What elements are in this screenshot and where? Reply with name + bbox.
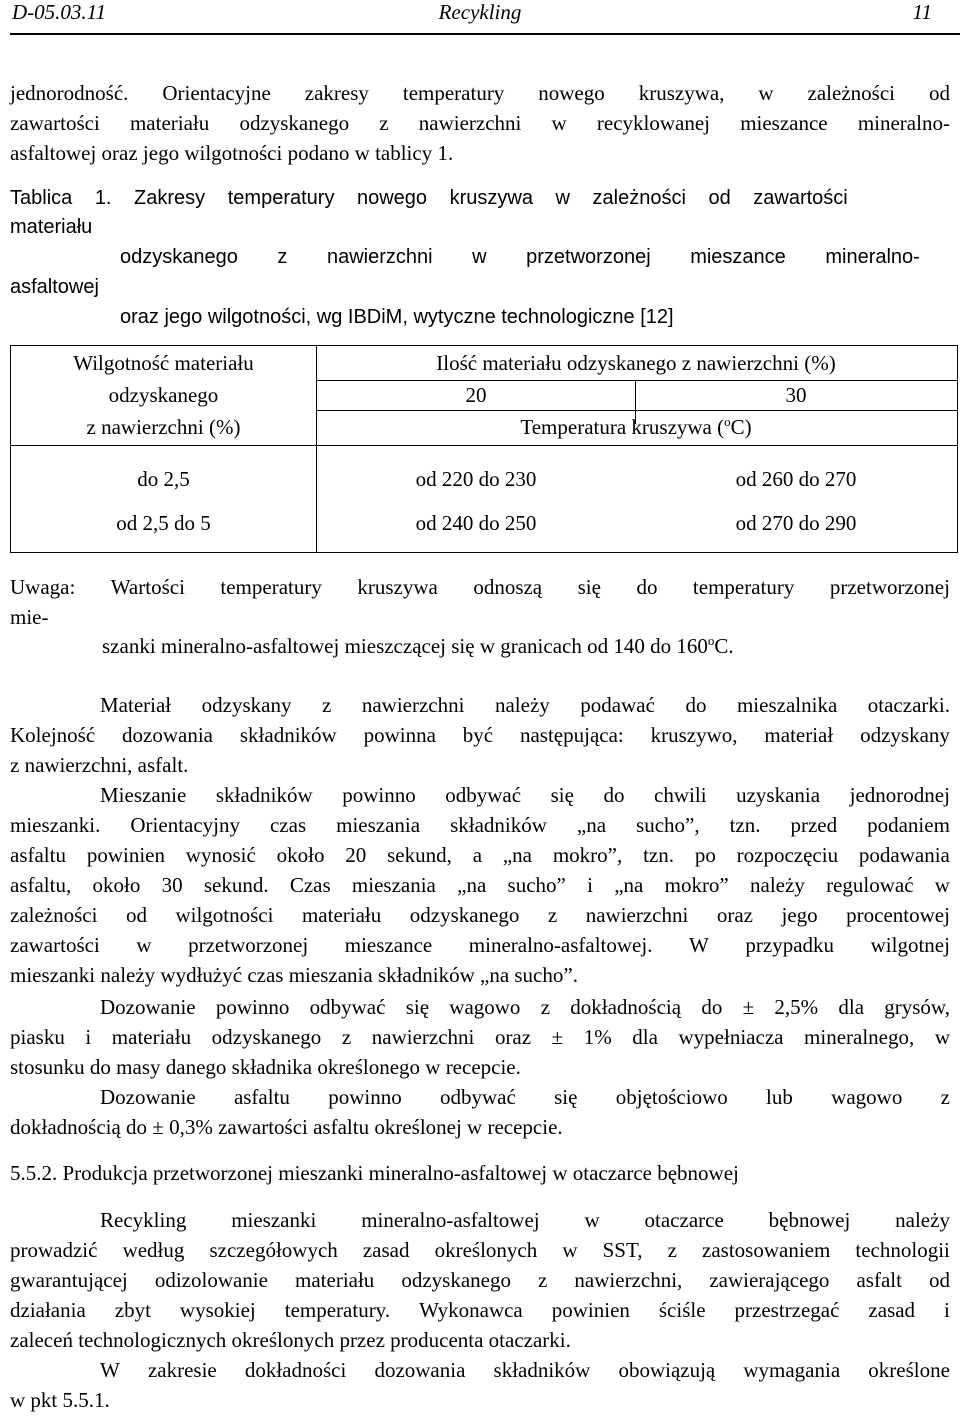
note-line-3: szanki mineralno-asfaltowej mieszczącej się w granicach od 140 do 160$^o$C. xyxy=(102,633,734,658)
table-caption-line-5: oraz jego wilgotności, wg IBDiM, wytyczne technologiczne [12] xyxy=(120,306,674,328)
col1-header-line-3: z nawierzchni (%) xyxy=(86,415,241,439)
sub-header-20: 20 xyxy=(465,383,487,407)
p6-line-2: w pkt 5.5.1. xyxy=(10,1388,110,1412)
document-title: Recykling xyxy=(438,0,522,24)
section-heading: 5.5.2. Produkcja przetworzonej mieszanki mineralno-asfaltowej w otaczarce bębnowej xyxy=(10,1161,739,1185)
p1-line-1: Materiał odzyskany z nawierzchni należy podawać do mieszalnika otaczarki. xyxy=(100,693,950,717)
p2-line-5: zależności od wilgotności materiału odzyskanego z nawierzchni oraz jego procentowej xyxy=(10,903,950,927)
table-caption-line-3: odzyskanego z nawierzchni w przetworzonej mieszance mineralno- xyxy=(120,246,920,268)
note-line-1: Uwaga: Wartości temperatury kruszywa odnoszą się do temperatury przetworzonej xyxy=(10,575,950,599)
p5-line-3: gwarantującej odizolowanie materiału odzyskanego z nawierzchni, zawierającego asfalt od xyxy=(10,1268,950,1292)
note-line-2: mie- xyxy=(10,605,49,629)
intro-line-2: zawartości materiału odzyskanego z nawierzchni w recyklowanej mieszance mineralno- xyxy=(10,111,950,135)
row-2-moisture: od 2,5 do 5 xyxy=(116,511,211,535)
p5-line-4: działania zbyt wysokiej temperatury. Wykonawca powinien ściśle przestrzegać zasad i xyxy=(10,1298,950,1322)
table-row-divider-3 xyxy=(11,445,957,446)
p3-line-3: stosunku do masy danego składnika określonego w recepcie. xyxy=(10,1055,521,1079)
p2-line-3: asfaltu powinien wynosić około 20 sekund, a „na mokro”, tzn. po rozpoczęciu podawania xyxy=(10,843,950,867)
p4-line-1: Dozowanie asfaltu powinno odbywać się objętościowo lub wagowo z xyxy=(100,1085,950,1109)
intro-line-1: jednorodność. Orientacyjne zakresy temperatury nowego kruszywa, w zależności od xyxy=(10,81,950,105)
p6-line-1: W zakresie dokładności dozowania składników obowiązują wymagania określone xyxy=(100,1358,950,1382)
table-row-divider-2 xyxy=(316,410,957,411)
group-header: Ilość materiału odzyskanego z nawierzchni (%) xyxy=(436,351,836,375)
p5-line-2: prowadzić według szczegółowych zasad określonych w SST, z zastosowaniem technologii xyxy=(10,1238,950,1262)
header-divider xyxy=(10,33,960,35)
table-caption-line-1: Tablica 1. Zakresy temperatury nowego kruszywa w zależności od zawartości xyxy=(10,187,848,209)
row-2-temp-20: od 240 do 250 xyxy=(415,511,537,535)
temperature-table xyxy=(10,345,958,553)
p2-line-1: Mieszanie składników powinno odbywać się do chwili uzyskania jednorodnej xyxy=(100,783,950,807)
p2-line-4: asfaltu, około 30 sekund. Czas mieszania „na sucho” i „na mokro” należy regulować w xyxy=(10,873,950,897)
table-caption-line-4: asfaltowej xyxy=(10,276,99,298)
p5-line-5: zaleceń technologicznych określonych przez producenta otaczarki. xyxy=(10,1328,571,1352)
p1-line-2: Kolejność dozowania składników powinna być następująca: kruszywo, materiał odzyskany xyxy=(10,723,950,747)
table-row-divider-1 xyxy=(316,380,957,381)
p1-line-3: z nawierzchni, asfalt. xyxy=(10,753,189,777)
p3-line-1: Dozowanie powinno odbywać się wagowo z dokładnością do ± 2,5% dla grysów, xyxy=(100,995,950,1019)
intro-line-3: asfaltowej oraz jego wilgotności podano w tablicy 1. xyxy=(10,141,454,165)
p2-line-2: mieszanki. Orientacyjny czas mieszania składników „na sucho”, tzn. przed podaniem xyxy=(10,813,950,837)
row-2-temp-30: od 270 do 290 xyxy=(735,511,857,535)
page-number: 11 xyxy=(912,0,932,24)
row-1-temp-20: od 220 do 230 xyxy=(415,467,537,491)
document-code: D-05.03.11 xyxy=(12,0,107,24)
p4-line-2: dokładnością do ± 0,3% zawartości asfaltu określonej w recepcie. xyxy=(10,1115,563,1139)
sub-header-30: 30 xyxy=(785,383,807,407)
col1-header-line-1: Wilgotność materiału xyxy=(73,351,254,375)
p2-line-7: mieszanki należy wydłużyć czas mieszania składników „na sucho”. xyxy=(10,963,578,987)
temperature-header: Temperatura kruszywa ($^o$C) xyxy=(520,414,752,439)
table-caption-line-2: materiału xyxy=(10,216,93,238)
row-1-temp-30: od 260 do 270 xyxy=(735,467,857,491)
p2-line-6: zawartości w przetworzonej mieszance mineralno-asfaltowej. W przypadku wilgotnej xyxy=(10,933,950,957)
row-1-moisture: do 2,5 xyxy=(137,467,190,491)
p3-line-2: piasku i materiału odzyskanego z nawierzchni oraz ± 1% dla wypełniacza mineralnego, w xyxy=(10,1025,950,1049)
col1-header-line-2: odzyskanego xyxy=(108,383,219,407)
p5-line-1: Recykling mieszanki mineralno-asfaltowej w otaczarce bębnowej należy xyxy=(100,1208,950,1232)
